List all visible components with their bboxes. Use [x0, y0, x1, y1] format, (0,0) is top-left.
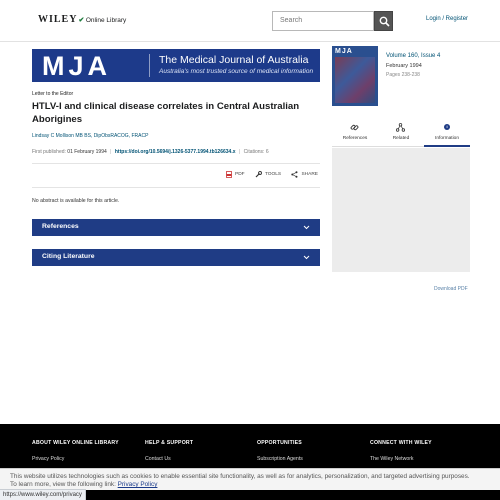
share-label: SHARE [301, 172, 319, 177]
footer-heading: ABOUT WILEY ONLINE LIBRARY [32, 440, 119, 446]
network-icon [396, 123, 405, 132]
footer-link-privacy-policy[interactable]: Privacy Policy [32, 456, 65, 462]
chevron-down-icon [303, 223, 310, 231]
tab-references[interactable] [332, 117, 378, 147]
references-accordion-label: References [42, 223, 79, 230]
pdf-icon [226, 171, 232, 178]
search-button[interactable] [374, 11, 393, 31]
footer-column-about [32, 440, 119, 462]
article-section-label: Letter to the Editor [32, 91, 74, 97]
journal-subtitle: Australia's most trusted source of medical information [159, 68, 314, 75]
journal-title: The Medical Journal of Australia [159, 54, 309, 66]
logo-check-icon: ✔ [78, 17, 85, 24]
journal-banner[interactable] [32, 49, 320, 82]
cover-title: MJA [335, 48, 353, 55]
browser-status-url: https://www.wiley.com/privacy [0, 489, 86, 500]
cookie-text-line2 [10, 481, 157, 488]
wrench-icon [255, 171, 262, 178]
footer-link-contact-us[interactable]: Contact Us [145, 456, 171, 462]
journal-abbrev: MJA [42, 51, 112, 81]
footer-heading: OPPORTUNITIES [257, 440, 302, 446]
first-published-label: First published: [32, 149, 66, 155]
article-tools [226, 171, 327, 180]
issue-date: February 1994 [386, 63, 422, 69]
cookie-banner [0, 468, 500, 490]
cover-artwork [335, 57, 375, 103]
issue-volume-link[interactable]: Volume 160, Issue 4 [386, 53, 441, 59]
footer-link-subscription-agents[interactable]: Subscription Agents [257, 456, 303, 462]
logo-online-library-text: Online Library [85, 17, 127, 24]
citing-literature-accordion-label: Citing Literature [42, 253, 95, 260]
pdf-button[interactable] [226, 171, 245, 178]
article-authors[interactable]: Lindsay C Mollison MB BS, DipObsRACOG, FRACP [32, 133, 149, 139]
separator: | [238, 149, 241, 155]
chevron-down-icon [303, 253, 310, 261]
citations-count[interactable]: Citations: 6 [243, 149, 269, 155]
banner-divider [149, 54, 150, 77]
info-icon: i [444, 124, 450, 130]
information-panel [332, 148, 470, 272]
issue-cover-image[interactable] [332, 46, 378, 106]
top-bar [0, 0, 500, 42]
tab-related-label: Related [392, 136, 410, 141]
footer-link-wiley-network[interactable]: The Wiley Network [370, 456, 414, 462]
footer-heading: HELP & SUPPORT [145, 440, 194, 446]
citing-literature-accordion[interactable] [32, 249, 320, 266]
cookie-text: This website utilizes technologies such as cookies to enable essential site functionality, as well as for analytics, personalization, and targeted advertising purposes. [10, 473, 470, 480]
separator: | [110, 149, 112, 155]
divider [32, 187, 320, 188]
link-icon [350, 123, 359, 132]
download-pdf-link[interactable]: Download PDF [434, 286, 468, 292]
first-published-date: 01 February 1994 [67, 149, 107, 155]
share-icon [291, 171, 298, 178]
cookie-privacy-policy-link[interactable]: Privacy Policy [117, 481, 158, 488]
footer-heading: CONNECT WITH WILEY [370, 440, 432, 446]
doi-link[interactable]: https://doi.org/10.5694/j.1326-5377.1994.tb126634.x [114, 149, 236, 155]
search-icon [379, 16, 390, 27]
article-title: HTLV-I and clinical disease correlates in Central Australian Aborigines [32, 101, 300, 125]
share-button[interactable] [291, 171, 318, 178]
tab-information-label: Information [435, 136, 459, 141]
tools-button[interactable] [255, 171, 281, 178]
divider [32, 163, 320, 164]
sidebar-tabs [332, 117, 470, 147]
pdf-label: PDF [235, 172, 245, 177]
tab-information[interactable] [424, 117, 470, 147]
logo-wiley-text: WILEY [38, 14, 78, 25]
footer-column-connect [370, 440, 432, 462]
cookie-learn-more-text: To learn more, view the following link: [10, 481, 116, 488]
search-input[interactable]: Search [272, 11, 374, 31]
footer-column-opportunities [257, 440, 303, 462]
login-register-link[interactable]: Login / Register [426, 16, 469, 22]
abstract-text: No abstract is available for this article. [32, 198, 120, 204]
tools-label: TOOLS [264, 172, 282, 177]
tab-references-label: References [342, 136, 368, 141]
footer-column-help [145, 440, 193, 462]
references-accordion[interactable] [32, 219, 320, 236]
issue-pages: Pages 238-238 [386, 72, 420, 78]
tab-related[interactable] [378, 117, 424, 147]
wiley-online-library-logo[interactable] [38, 14, 126, 25]
publication-info [32, 149, 269, 155]
